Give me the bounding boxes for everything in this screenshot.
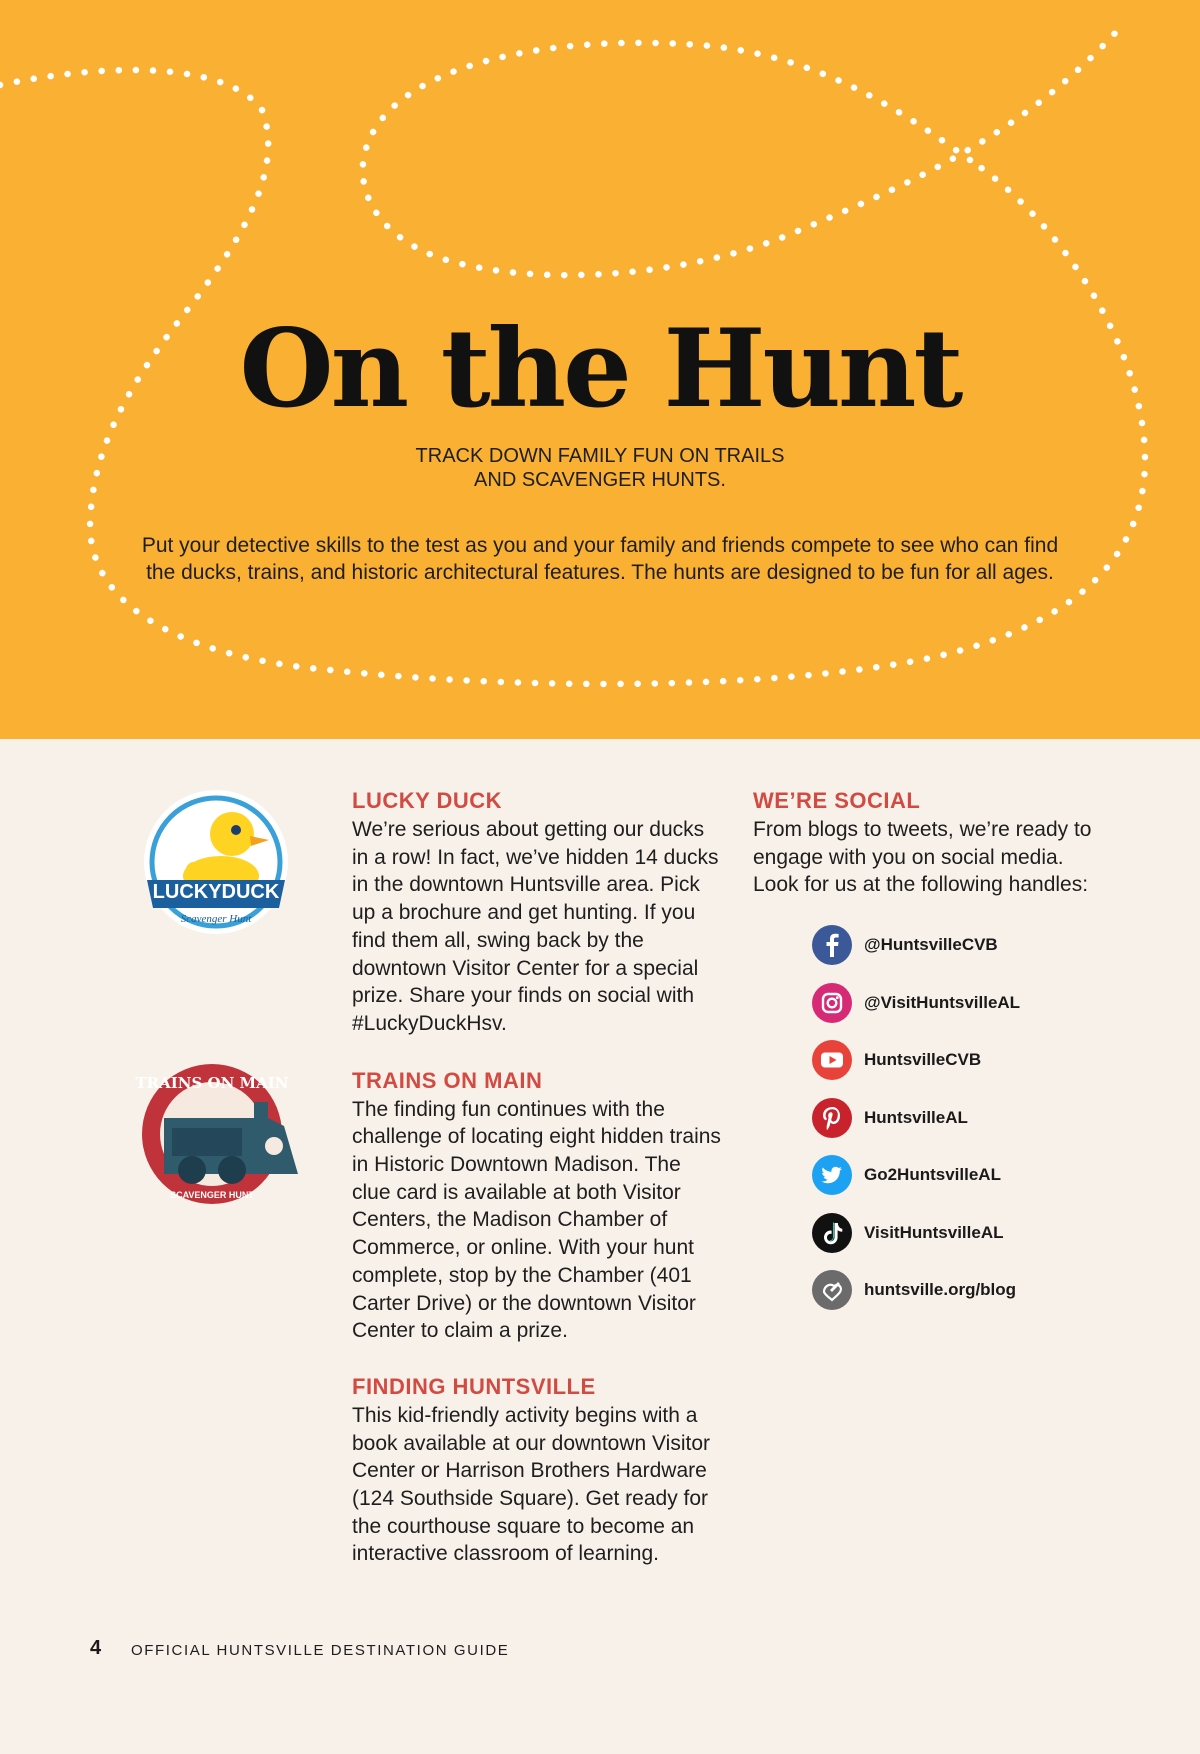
social-item-twitter[interactable] [812,1155,1020,1195]
social-item-youtube[interactable] [812,1040,1020,1080]
page-title: On the Hunt [239,306,961,432]
trains-on-main-logo [134,1058,304,1208]
trains-on-main-heading: TRAINS ON MAIN [352,1067,543,1093]
social-label: VisitHuntsvilleAL [864,1222,1004,1242]
subtitle-line: AND SCAVENGER HUNTS. [474,469,726,491]
social-label: huntsville.org/blog [864,1280,1017,1299]
social-item-instagram[interactable] [812,983,1020,1023]
trains-logo-subtext: SCAVENGER HUNT [170,1190,254,1200]
finding-huntsville-body: This kid-friendly activity begins with a book available at our downtown Visitor Center or Harrison Brothers Hardware (124 Southside Square). Get ready for the courthouse square to become an interactive classroom of learning. [352,1403,710,1566]
social-item-pinterest[interactable] [812,1098,1020,1138]
youtube-icon [812,1040,852,1080]
footer-guide-title: OFFICIAL HUNTSVILLE DESTINATION GUIDE [131,1642,510,1659]
facebook-icon [812,925,852,965]
blog-icon [812,1270,852,1310]
trains-on-main-body: The finding fun continues with the challenge of locating eight hidden trains in Historic Downtown Madison. The clue card is available at both Visitor Centers, the Madison Chamber of Commerce, or online. With your hunt complete, stop by the Chamber (401 Carter Drive) or the downtown Visitor Center to claim a prize. [352,1097,721,1343]
page-subtitle [300,444,900,492]
social-item-tiktok[interactable] [812,1213,1020,1253]
intro-line: the ducks, trains, and historic architectural features. The hunts are designed to be fun for all ages. [146,561,1054,584]
lucky-duck-logo [137,788,295,936]
lucky-duck-body: We’re serious about getting our ducks in a row! In fact, we’ve hidden 14 ducks in the downtown Huntsville area. Pick up a brochure and get hunting. If you find them all, swing back by the downtown Visitor Center for a special prize. Share your finds on social with #LuckyDuckHsv. [352,818,719,1035]
social-item-facebook[interactable] [812,925,1020,965]
finding-huntsville-section [352,1372,722,1568]
pinterest-icon [812,1098,852,1138]
social-body: From blogs to tweets, we’re ready to engage with you on social media. Look for us at the following handles: [753,818,1092,897]
instagram-icon [812,983,852,1023]
social-label: @HuntsvilleCVB [864,935,998,954]
lucky-duck-logo-subtext: Scavenger Hunt [180,913,252,925]
lucky-duck-section [352,786,722,1038]
trains-logo-text: TRAINS ON MAIN [135,1074,289,1092]
social-column [753,786,1113,899]
social-label: HuntsvilleCVB [864,1050,982,1069]
trains-on-main-section [352,1066,722,1345]
social-label: @VisitHuntsvilleAL [864,992,1021,1012]
subtitle-line: TRACK DOWN FAMILY FUN ON TRAILS [415,445,785,467]
social-label: Go2HuntsvilleAL [864,1165,1001,1184]
hero-banner [0,0,1200,739]
tiktok-icon [812,1213,852,1253]
intro-line: Put your detective skills to the test as you and your family and friends compete to see who can find [141,534,1059,557]
lucky-duck-logo-text: LUCKYDUCK [152,881,280,903]
social-label: HuntsvilleAL [864,1107,968,1127]
finding-huntsville-heading: FINDING HUNTSVILLE [352,1373,596,1399]
social-item-blog[interactable] [812,1270,1020,1310]
page-number: 4 [90,1637,102,1659]
social-heading: WE’RE SOCIAL [753,788,921,813]
lucky-duck-heading: LUCKY DUCK [352,788,503,813]
twitter-icon [812,1155,852,1195]
intro-paragraph [130,532,1070,586]
social-handles-list [812,925,1020,1328]
hunts-column [352,786,722,1568]
